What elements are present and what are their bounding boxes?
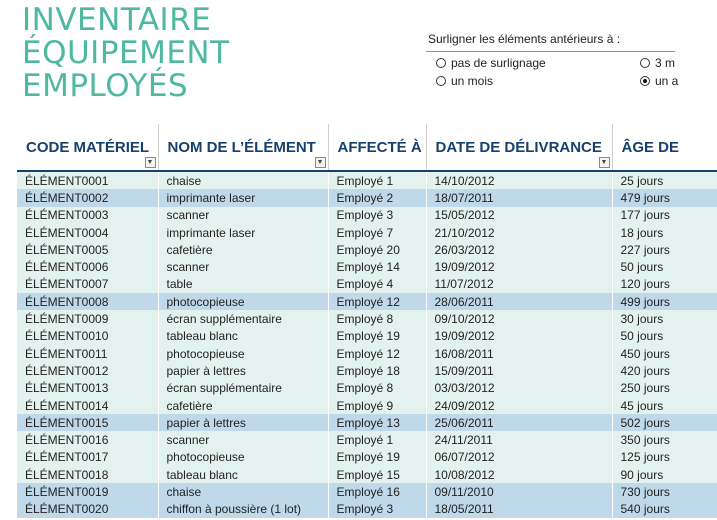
cell-assigned-to[interactable]: Employé 4 xyxy=(328,276,426,293)
cell-age[interactable]: 350 jours xyxy=(612,431,717,448)
radio-one-year[interactable] xyxy=(640,74,678,88)
table-row[interactable] xyxy=(17,328,717,345)
filter-dropdown-icon[interactable]: ▼ xyxy=(145,157,156,168)
cell-assigned-to[interactable]: Employé 12 xyxy=(328,293,426,310)
cell-age[interactable]: 125 jours xyxy=(612,449,717,466)
cell-item-name[interactable]: tableau blanc xyxy=(158,328,328,345)
cell-code[interactable]: ÉLÉMENT0013 xyxy=(17,380,158,397)
cell-age[interactable]: 502 jours xyxy=(612,414,717,431)
cell-assigned-to[interactable]: Employé 1 xyxy=(328,171,426,189)
cell-item-name[interactable]: scanner xyxy=(158,431,328,448)
inventory-table xyxy=(17,124,717,518)
cell-item-name[interactable]: photocopieuse xyxy=(158,449,328,466)
inventory-table-container xyxy=(17,124,680,520)
cell-code[interactable]: ÉLÉMENT0011 xyxy=(17,345,158,362)
cell-code[interactable]: ÉLÉMENT0008 xyxy=(17,293,158,310)
cell-code[interactable]: ÉLÉMENT0018 xyxy=(17,466,158,483)
column-header-name: NOM DE L’ÉLÉMENT ▼ xyxy=(158,124,328,171)
cell-item-name[interactable]: imprimante laser xyxy=(158,189,328,206)
table-row[interactable] xyxy=(17,189,717,206)
column-header-age: ÂGE DE xyxy=(612,124,717,171)
column-header-assigned: AFFECTÉ À xyxy=(328,124,426,171)
cell-code[interactable]: ÉLÉMENT0006 xyxy=(17,258,158,275)
table-row[interactable] xyxy=(17,258,717,275)
table-row[interactable] xyxy=(17,362,717,379)
cell-age[interactable]: 250 jours xyxy=(612,380,717,397)
cell-code[interactable]: ÉLÉMENT0005 xyxy=(17,241,158,258)
cell-age[interactable]: 45 jours xyxy=(612,397,717,414)
cell-item-name[interactable]: cafetière xyxy=(158,241,328,258)
cell-code[interactable]: ÉLÉMENT0020 xyxy=(17,501,158,518)
cell-assigned-to[interactable]: Employé 3 xyxy=(328,501,426,518)
table-body xyxy=(17,171,717,518)
cell-code[interactable]: ÉLÉMENT0014 xyxy=(17,397,158,414)
cell-code[interactable]: ÉLÉMENT0015 xyxy=(17,414,158,431)
cell-assigned-to[interactable]: Employé 9 xyxy=(328,397,426,414)
cell-assigned-to[interactable]: Employé 1 xyxy=(328,431,426,448)
table-row[interactable] xyxy=(17,171,717,189)
cell-issue-date[interactable]: 18/07/2011 xyxy=(426,189,612,206)
cell-item-name[interactable]: photocopieuse xyxy=(158,345,328,362)
page-title xyxy=(22,4,230,103)
cell-age[interactable]: 18 jours xyxy=(612,224,717,241)
radio-label: pas de surlignage xyxy=(451,56,546,70)
cell-assigned-to[interactable]: Employé 20 xyxy=(328,241,426,258)
cell-item-name[interactable]: chaise xyxy=(158,483,328,500)
cell-age[interactable]: 479 jours xyxy=(612,189,717,206)
cell-assigned-to[interactable]: Employé 13 xyxy=(328,414,426,431)
cell-age[interactable]: 120 jours xyxy=(612,276,717,293)
cell-issue-date[interactable]: 14/10/2012 xyxy=(426,171,612,189)
table-row[interactable] xyxy=(17,276,717,293)
cell-issue-date[interactable]: 19/09/2012 xyxy=(426,328,612,345)
cell-assigned-to[interactable]: Employé 7 xyxy=(328,224,426,241)
cell-code[interactable]: ÉLÉMENT0016 xyxy=(17,431,158,448)
cell-item-name[interactable]: photocopieuse xyxy=(158,293,328,310)
radio-unchecked-icon xyxy=(640,58,650,68)
cell-issue-date[interactable]: 16/08/2011 xyxy=(426,345,612,362)
cell-item-name[interactable]: papier à lettres xyxy=(158,414,328,431)
highlight-divider xyxy=(426,51,675,52)
highlight-label: Surligner les éléments antérieurs à : xyxy=(428,32,621,46)
cell-assigned-to[interactable]: Employé 12 xyxy=(328,345,426,362)
filter-dropdown-icon[interactable]: ▼ xyxy=(599,157,610,168)
table-row[interactable] xyxy=(17,207,717,224)
cell-age[interactable]: 90 jours xyxy=(612,466,717,483)
cell-code[interactable]: ÉLÉMENT0004 xyxy=(17,224,158,241)
cell-age[interactable]: 25 jours xyxy=(612,171,717,189)
cell-issue-date[interactable]: 24/11/2011 xyxy=(426,431,612,448)
radio-one-month[interactable] xyxy=(436,74,493,88)
cell-issue-date[interactable]: 28/06/2011 xyxy=(426,293,612,310)
title-line-2: ÉQUIPEMENT xyxy=(22,35,230,71)
cell-assigned-to[interactable]: Employé 15 xyxy=(328,466,426,483)
title-line-1: INVENTAIRE xyxy=(22,2,212,38)
cell-assigned-to[interactable]: Employé 19 xyxy=(328,328,426,345)
table-row[interactable] xyxy=(17,241,717,258)
cell-age[interactable]: 450 jours xyxy=(612,345,717,362)
table-row[interactable] xyxy=(17,293,717,310)
cell-age[interactable]: 540 jours xyxy=(612,501,717,518)
cell-age[interactable]: 177 jours xyxy=(612,207,717,224)
cell-issue-date[interactable]: 09/11/2010 xyxy=(426,483,612,500)
table-row[interactable] xyxy=(17,449,717,466)
cell-item-name[interactable]: écran supplémentaire xyxy=(158,310,328,327)
table-row[interactable] xyxy=(17,431,717,448)
cell-age[interactable]: 420 jours xyxy=(612,362,717,379)
cell-issue-date[interactable]: 26/03/2012 xyxy=(426,241,612,258)
cell-item-name[interactable]: scanner xyxy=(158,207,328,224)
column-header-date: DATE DE DÉLIVRANCE ▼ xyxy=(426,124,612,171)
cell-age[interactable]: 50 jours xyxy=(612,258,717,275)
cell-item-name[interactable]: tableau blanc xyxy=(158,466,328,483)
cell-item-name[interactable]: cafetière xyxy=(158,397,328,414)
cell-code[interactable]: ÉLÉMENT0001 xyxy=(17,171,158,189)
radio-unchecked-icon xyxy=(436,58,446,68)
radio-label: 3 m xyxy=(655,56,676,70)
cell-item-name[interactable]: imprimante laser xyxy=(158,224,328,241)
cell-code[interactable]: ÉLÉMENT0002 xyxy=(17,189,158,206)
radio-label: un a xyxy=(655,74,679,88)
title-line-3: EMPLOYÉS xyxy=(22,68,189,104)
cell-age[interactable]: 499 jours xyxy=(612,293,717,310)
table-row[interactable] xyxy=(17,414,717,431)
table-row[interactable] xyxy=(17,501,717,518)
cell-code[interactable]: ÉLÉMENT0007 xyxy=(17,276,158,293)
cell-code[interactable]: ÉLÉMENT0012 xyxy=(17,362,158,379)
radio-label: un mois xyxy=(451,74,494,88)
cell-issue-date[interactable]: 15/09/2011 xyxy=(426,362,612,379)
table-row[interactable] xyxy=(17,345,717,362)
cell-assigned-to[interactable]: Employé 14 xyxy=(328,258,426,275)
cell-issue-date[interactable]: 03/03/2012 xyxy=(426,380,612,397)
cell-issue-date[interactable]: 15/05/2012 xyxy=(426,207,612,224)
cell-assigned-to[interactable]: Employé 3 xyxy=(328,207,426,224)
cell-age[interactable]: 30 jours xyxy=(612,310,717,327)
table-row[interactable] xyxy=(17,310,717,327)
radio-checked-icon xyxy=(640,76,650,86)
cell-item-name[interactable]: chaise xyxy=(158,171,328,189)
radio-three-months[interactable] xyxy=(640,56,675,70)
cell-item-name[interactable]: chiffon à poussière (1 lot) xyxy=(158,501,328,518)
table-row[interactable] xyxy=(17,380,717,397)
filter-dropdown-icon[interactable]: ▼ xyxy=(315,157,326,168)
radio-no-highlight[interactable] xyxy=(436,56,546,70)
cell-age[interactable]: 730 jours xyxy=(612,483,717,500)
cell-issue-date[interactable]: 18/05/2011 xyxy=(426,501,612,518)
highlight-options-panel xyxy=(426,30,679,94)
cell-assigned-to[interactable]: Employé 16 xyxy=(328,483,426,500)
cell-issue-date[interactable]: 21/10/2012 xyxy=(426,224,612,241)
cell-assigned-to[interactable]: Employé 18 xyxy=(328,362,426,379)
cell-assigned-to[interactable]: Employé 2 xyxy=(328,189,426,206)
cell-assigned-to[interactable]: Employé 8 xyxy=(328,380,426,397)
cell-issue-date[interactable]: 06/07/2012 xyxy=(426,449,612,466)
cell-item-name[interactable]: papier à lettres xyxy=(158,362,328,379)
column-header-code: CODE MATÉRIEL ▼ xyxy=(17,124,158,171)
cell-item-name[interactable]: scanner xyxy=(158,258,328,275)
cell-age[interactable]: 227 jours xyxy=(612,241,717,258)
cell-issue-date[interactable]: 25/06/2011 xyxy=(426,414,612,431)
table-row[interactable] xyxy=(17,397,717,414)
cell-code[interactable]: ÉLÉMENT0019 xyxy=(17,483,158,500)
cell-item-name[interactable]: écran supplémentaire xyxy=(158,380,328,397)
cell-age[interactable]: 50 jours xyxy=(612,328,717,345)
table-header-row xyxy=(17,124,717,171)
cell-issue-date[interactable]: 11/07/2012 xyxy=(426,276,612,293)
cell-issue-date[interactable]: 09/10/2012 xyxy=(426,310,612,327)
cell-issue-date[interactable]: 10/08/2012 xyxy=(426,466,612,483)
table-row[interactable] xyxy=(17,224,717,241)
cell-issue-date[interactable]: 19/09/2012 xyxy=(426,258,612,275)
table-row[interactable] xyxy=(17,483,717,500)
radio-unchecked-icon xyxy=(436,76,446,86)
table-row[interactable] xyxy=(17,466,717,483)
cell-item-name[interactable]: table xyxy=(158,276,328,293)
cell-code[interactable]: ÉLÉMENT0009 xyxy=(17,310,158,327)
cell-assigned-to[interactable]: Employé 19 xyxy=(328,449,426,466)
cell-code[interactable]: ÉLÉMENT0017 xyxy=(17,449,158,466)
cell-code[interactable]: ÉLÉMENT0003 xyxy=(17,207,158,224)
cell-issue-date[interactable]: 24/09/2012 xyxy=(426,397,612,414)
cell-code[interactable]: ÉLÉMENT0010 xyxy=(17,328,158,345)
cell-assigned-to[interactable]: Employé 8 xyxy=(328,310,426,327)
